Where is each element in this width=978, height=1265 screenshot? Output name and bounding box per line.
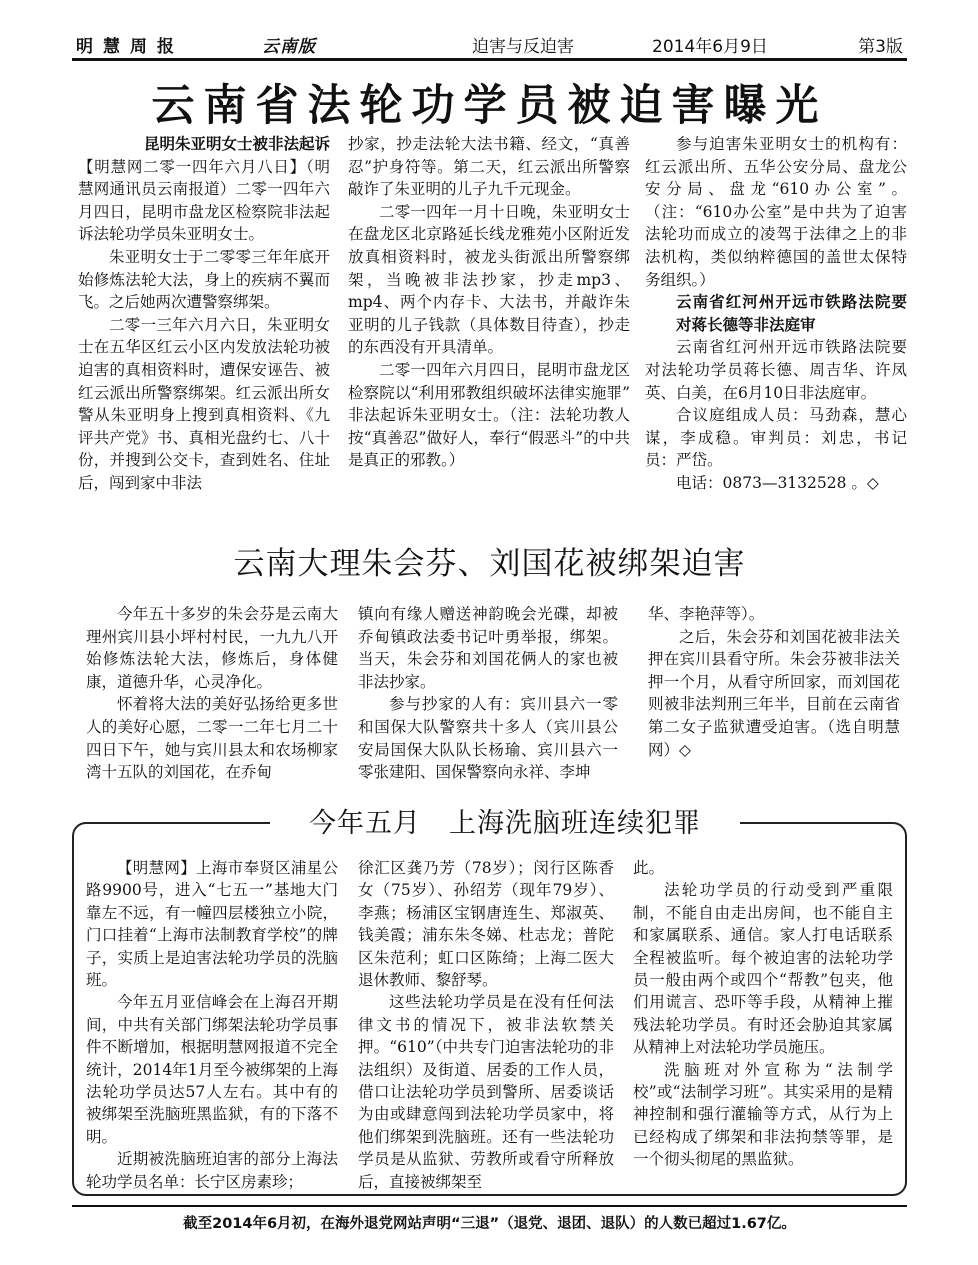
article1-col3-p2: 云南省红河州开远市铁路法院要对法轮功学员蒋长德、周吉华、许凤英、白美，在6月10日非法庭审。 [645,338,907,402]
article3-col3-p3: 洗脑班对外宣称为“法制学校”或“法制学习班”。其实采用的是精神控制和强行灌输等方式，从行为上已经构成了绑架和非法拘禁等罪，是一个彻头彻尾的黑监狱。 [633,1060,893,1169]
page-number: 第3版 [858,37,903,57]
article1-col2 [348,133,630,472]
article1-col3-p1: 参与迫害朱亚明女士的机构有：红云派出所、五华公安分局、盘龙公安分局、盘龙“610办公室”。（注：“610办公室”是中共为了迫害法轮功而成立的凌驾于法律之上的非法机构，类似纳粹德国的盖世太保特务组织。） [645,135,907,289]
article1-col1 [78,133,330,495]
article3-col3-p1: 此。 [633,859,665,877]
issue-date: 2014年6月9日 [652,37,768,57]
article1-col1-p3: 二零一三年六月六日，朱亚明女士在五华区红云小区内发放法轮功被迫害的真相资料时，遭保安诬告、被红云派出所警察绑架。红云派出所女警从朱亚明身上搜到真相资料、《九评共产党》书、真相光盘约七、八十份，并搜到公交卡，查到姓名、住址后，闯到家中非法 [78,315,330,492]
article2-col2-p1: 镇向有缘人赠送神韵晚会光碟，却被乔甸镇政法委书记叶勇举报，绑架。当天，朱会芬和刘国花俩人的家也被非法抄家。 [358,605,618,691]
footer-rule [72,1205,907,1207]
article1-subheading-1: 昆明朱亚明女士被非法起诉 [143,135,330,153]
article3-col2 [358,857,614,1193]
article3-headline: 今年五月 上海洗脑班连续犯罪 [270,805,740,843]
masthead [72,30,907,58]
article3-col3 [633,857,893,1171]
article1-col1-p2: 朱亚明女士于二零零三年年底开始修炼法轮大法，身上的疾病不翼而飞。之后她两次遭警察绑架。 [78,247,330,312]
paper-name: 明慧周报 [76,37,184,57]
article3-col1-p2: 今年五月亚信峰会在上海召开期间，中共有关部门绑架法轮功学员事件不断增加，根据明慧网报道不完全统计，2014年1月至今被绑架的上海法轮功学员达57人左右。其中有的被绑架至洗脑班黑监狱，有的下落不明。 [86,993,338,1146]
article2-headline: 云南大理朱会芬、刘国花被绑架迫害 [233,546,746,582]
article1-col2-p1: 抄家，抄走法轮大法书籍、经文，“真善忍”护身符等。第二天，红云派出所警察敲诈了朱亚明的儿子九千元现金。 [348,135,630,199]
article1-col3-p4: 电话：0873—3132528 。◇ [676,473,879,492]
header-rule [72,58,907,61]
edition-name: 云南版 [262,37,316,57]
section-name: 迫害与反迫害 [472,37,574,57]
article3-col1 [86,857,338,1193]
article3-col1-p3: 近期被洗脑班迫害的部分上海法轮功学员名单：长宁区房素珍； [86,1150,338,1191]
article1-col3-p3: 合议庭组成人员：马劲森，慧心谋，李成稳。审判员：刘忠，书记员：严岱。 [645,406,907,470]
article3-col2-p1: 徐汇区龚乃芳（78岁）；闵行区陈香女（75岁）、孙绍芳（现年79岁）、李燕；杨浦区宝钢唐连生、郑淑英、钱美霞；浦东朱冬娣、杜志龙；普陀区朱范利；虹口区陈绮；上海二医大退休教师、黎舒琴。 [358,859,614,990]
article2-col1-p1: 今年五十多岁的朱会芬是云南大理州宾川县小坪村村民，一九九八开始修炼法轮大法，修炼后，身体健康，道德升华，心灵净化。 [86,605,338,691]
article2-col1 [86,603,338,784]
article2-col3-p2: 之后，朱会芬和刘国花被非法关押在宾川县看守所。朱会芬被非法关押一个月，从看守所回家，而刘国花则被非法判刑三年半，目前在云南省第二女子监狱遭受迫害。（选自明慧网）◇ [648,627,900,759]
article3-col2-p2: 这些法轮功学员是在没有任何法律文书的情况下，被非法软禁关押。“610”（中共专门迫害法轮功的非法组织）及街道、居委的工作人员，借口让法轮功学员到警所、居委谈话为由或肆意闯到法轮功学员家中，将他们绑架到洗脑班。还有一些法轮功学员是从监狱、劳教所或看守所释放后，直接被绑架至 [358,993,614,1191]
article3-col3-p2: 法轮功学员的行动受到严重限制，不能自由走出房间，也不能自主和家属联系、通信。家人打电话联系全程被监听。每个被迫害的法轮功学员一般由两个或四个“帮教”包夹，他们用谎言、恐吓等手段，从精神上摧残法轮功学员。有时还会胁迫其家属从精神上对法轮功学员施压。 [633,881,893,1057]
article2-col2 [358,603,618,784]
article1-headline: 云南省法轮功学员被迫害曝光 [151,81,828,131]
article2-col1-p2: 怀着将大法的美好弘扬给更多世人的美好心愿，二零一二年七月二十四日下午，她与宾川县太和农场柳家湾十五队的刘国花，在乔甸 [86,695,338,782]
article1-col1-p1: 【明慧网二零一四年六月八日】（明慧网通讯员云南报道）二零一四年六月四日，昆明市盘龙区检察院非法起诉法轮功学员朱亚明女士。 [78,157,330,244]
article1-subheading-2: 云南省红河州开远市铁路法院要对蒋长德等非法庭审 [676,293,907,334]
article3-col1-p1: 【明慧网】上海市奉贤区浦星公路9900号，进入“七五一”基地大门靠左不远，有一幢四层楼独立小院，门口挂着“上海市法制教育学校”的牌子，实质上是迫害法轮功学员的洗脑班。 [86,859,338,990]
article1-col2-p2: 二零一四年一月十日晚，朱亚明女士在盘龙区北京路延长线龙雅苑小区附近发放真相资料时，被龙头街派出所警察绑架，当晚被非法抄家，抄走mp3、mp4、两个内存卡、大法书，并敲诈朱亚明的儿子钱款（具体数目待查），抄走的东西没有开具清单。 [348,202,630,357]
footer-note: 截至2014年6月初，在海外退党网站声明“三退”（退党、退团、退队）的人数已超过1.67亿。 [183,1216,796,1232]
article1-col2-p3: 二零一四年六月四日，昆明市盘龙区检察院以“利用邪教组织破坏法律实施罪” 非法起诉朱亚明女士。（注：法轮功教人按“真善忍”做好人，奉行“假恶斗”的中共是真正的邪教。） [348,360,630,470]
article2-col3 [648,603,900,761]
article2-col3-p1: 华、李艳萍等）。 [648,605,765,623]
article2-col2-p2: 参与抄家的人有：宾川县六一零和国保大队警察共十多人（宾川县公安局国保大队队长杨瑜、宾川县六一零张建阳、国保警察向永祥、李坤 [358,695,618,782]
article1-col3 [645,133,907,495]
